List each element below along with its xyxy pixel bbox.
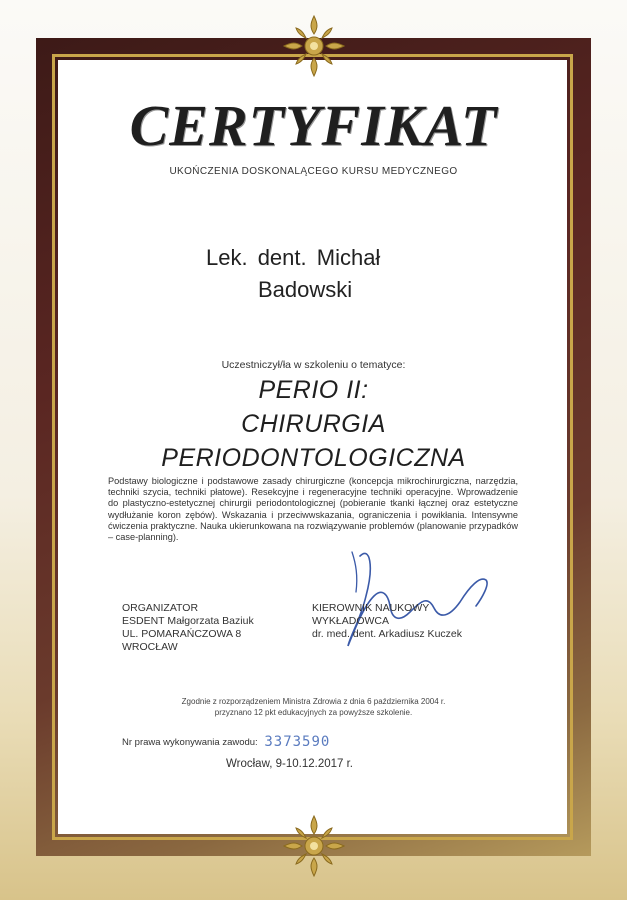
course-title-line1: PERIO II: — [258, 376, 369, 404]
course-title-line3: PERIODONTOLOGICZNA — [161, 444, 466, 472]
licence-number: 3373590 — [264, 734, 331, 750]
organizer-street: UL. POMARAŃCZOWA 8 — [122, 628, 242, 640]
ornament-top-icon — [282, 14, 346, 78]
regulation-line1: Zgodnie z rozporządzeniem Ministra Zdrowia z dnia 6 października 2004 r. — [181, 697, 446, 706]
ornament-bottom-icon — [282, 814, 346, 878]
director-block — [312, 602, 462, 641]
licence-row — [122, 734, 330, 750]
licence-label: Nr prawa wykonywania zawodu: — [122, 737, 258, 748]
certificate-subtitle: UKOŃCZENIA DOSKONALĄCEGO KURSU MEDYCZNEGO — [169, 166, 458, 177]
organizer-name: ESDENT Małgorzata Baziuk — [122, 615, 254, 627]
organizer-label: ORGANIZATOR — [122, 602, 199, 614]
course-title-line2: CHIRURGIA — [241, 410, 386, 438]
recipient-name-line1: Lek. dent. Michał — [206, 245, 381, 270]
course-description: Podstawy biologiczne i podstawowe zasady chirurgiczne (koncepcja mikrochirurgiczna, narzędzia, techniki szycia, techniki płatowe). Resekcyjne i regeneracyjne techniki operacyjne. Wprowadzenie do plastyczno-estetycznej chirurgii periodontologicznej (pobieranie tkanki łącznej oraz estetyczne wydłużanie koron zębów). Wskazania i przeciwwskazania, ograniczenia i powikłania. Intensywne ćwiczenia praktyczne. Nauka ukierunkowana na rozwiązywanie problemów (planowanie przypadków – case-planning). — [108, 476, 518, 543]
certificate-title: CERTYFIKAT — [129, 93, 498, 158]
place-and-date: Wrocław, 9-10.12.2017 r. — [226, 758, 353, 770]
organizer-city: WROCŁAW — [122, 641, 178, 653]
director-label: KIEROWNIK NAUKOWY — [312, 602, 430, 614]
director-name: dr. med. dent. Arkadiusz Kuczek — [312, 628, 462, 640]
lecturer-label: WYKŁADOWCA — [312, 615, 390, 627]
participation-statement: Uczestniczył/ła w szkoleniu o tematyce: — [221, 359, 406, 371]
organizer-block — [122, 602, 254, 654]
regulation-note — [0, 696, 627, 718]
regulation-line2: przyznano 12 pkt edukacyjnych za powyższe szkolenie. — [214, 708, 413, 717]
recipient-name-line2: Badowski — [258, 277, 353, 302]
